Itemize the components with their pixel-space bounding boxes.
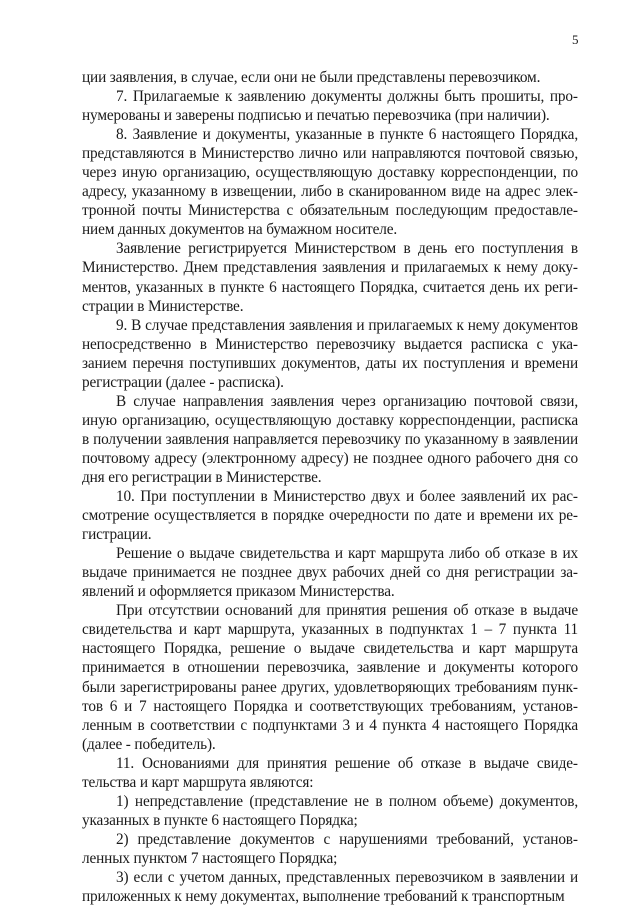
paragraph-winner: При отсутствии оснований для принятия решения об отказе в выдаче свидетельства и карт маршрута, указанных в подпунктах 1 – 7 пункта 11 настоящего Порядка, решение о выдаче свидетельства и карт маршрута принимается в отношении перевозчика, заявление и документы которого были зарегистрированы ранее других, удовлетворяющих требованиям пунктов 6 и 7 настоящего Порядка и соответствующих требованиям, установленным в соответствии с подпунктами 3 и 4 пункта 4 настоящего Порядка (далее - победитель). <box>82 602 578 753</box>
paragraph-registration: Заявление регистрируется Министерством в день его поступления в Министерство. Днем представления заявления и прилагаемых к нему документов, указанных в пункте 6 настоящего Порядка, считается день их регистрации в Министерстве. <box>82 240 578 315</box>
paragraph-item-11: 11. Основаниями для принятия решение об отказе в выдаче свидетельства и карт маршрута являются: <box>82 754 578 791</box>
document-body <box>82 68 578 906</box>
paragraph-continuation: ции заявления, в случае, если они не были представлены перевозчиком. <box>82 69 541 86</box>
paragraph-item-10: 10. При поступлении в Министерство двух и более заявлений их рассмотрение осуществляется в порядке очередности по дате и времени их регистрации. <box>82 488 578 544</box>
paragraph-postal-receipt: В случае направления заявления через организацию почтовой связи, иную организацию, осуществляющую доставку корреспонденции, расписка в получении заявления направляется перевозчику по указанному в заявлении почтовому адресу (электронному адресу) не позднее одного рабочего дня со дня его регистрации в Министерстве. <box>82 392 578 486</box>
paragraph-decision: Решение о выдаче свидетельства и карт маршрута либо об отказе в их выдаче принимается не позднее двух рабочих дней со дня регистрации заявлений и оформляется приказом Министерства. <box>82 545 578 601</box>
page-number: 5 <box>572 32 579 47</box>
paragraph-subitem-1: 1) непредставление (представление не в полном объеме) документов, указанных в пункте 6 настоящего Порядка; <box>82 792 578 829</box>
paragraph-item-8: 8. Заявление и документы, указанные в пункте 6 настоящего Порядка, представляются в Министерство лично или направляются почтовой связью, через иную организацию, осуществляющую доставку корреспонденции, по адресу, указанному в извещении, либо в сканированном виде на адрес электронной почты Министерства с обязательным последующим предоставлением данных документов на бумажном носителе. <box>82 126 578 239</box>
paragraph-subitem-3: 3) если с учетом данных, представленных перевозчиком в заявлении и приложенных к нему документах, выполнение требований к транспортным <box>82 868 578 906</box>
paragraph-item-9: 9. В случае представления заявления и прилагаемых к нему документов непосредственно в Министерство перевозчику выдается расписка с указанием перечня поступивших документов, даты их поступления и времени регистрации (далее - расписка). <box>82 316 578 391</box>
paragraph-item-7: 7. Прилагаемые к заявлению документы должны быть прошиты, пронумерованы и заверены подписью и печатью перевозчика (при наличии). <box>82 88 578 125</box>
paragraph-subitem-2: 2) представление документов с нарушениями требований, установленных пунктом 7 настоящего Порядка; <box>82 830 578 867</box>
